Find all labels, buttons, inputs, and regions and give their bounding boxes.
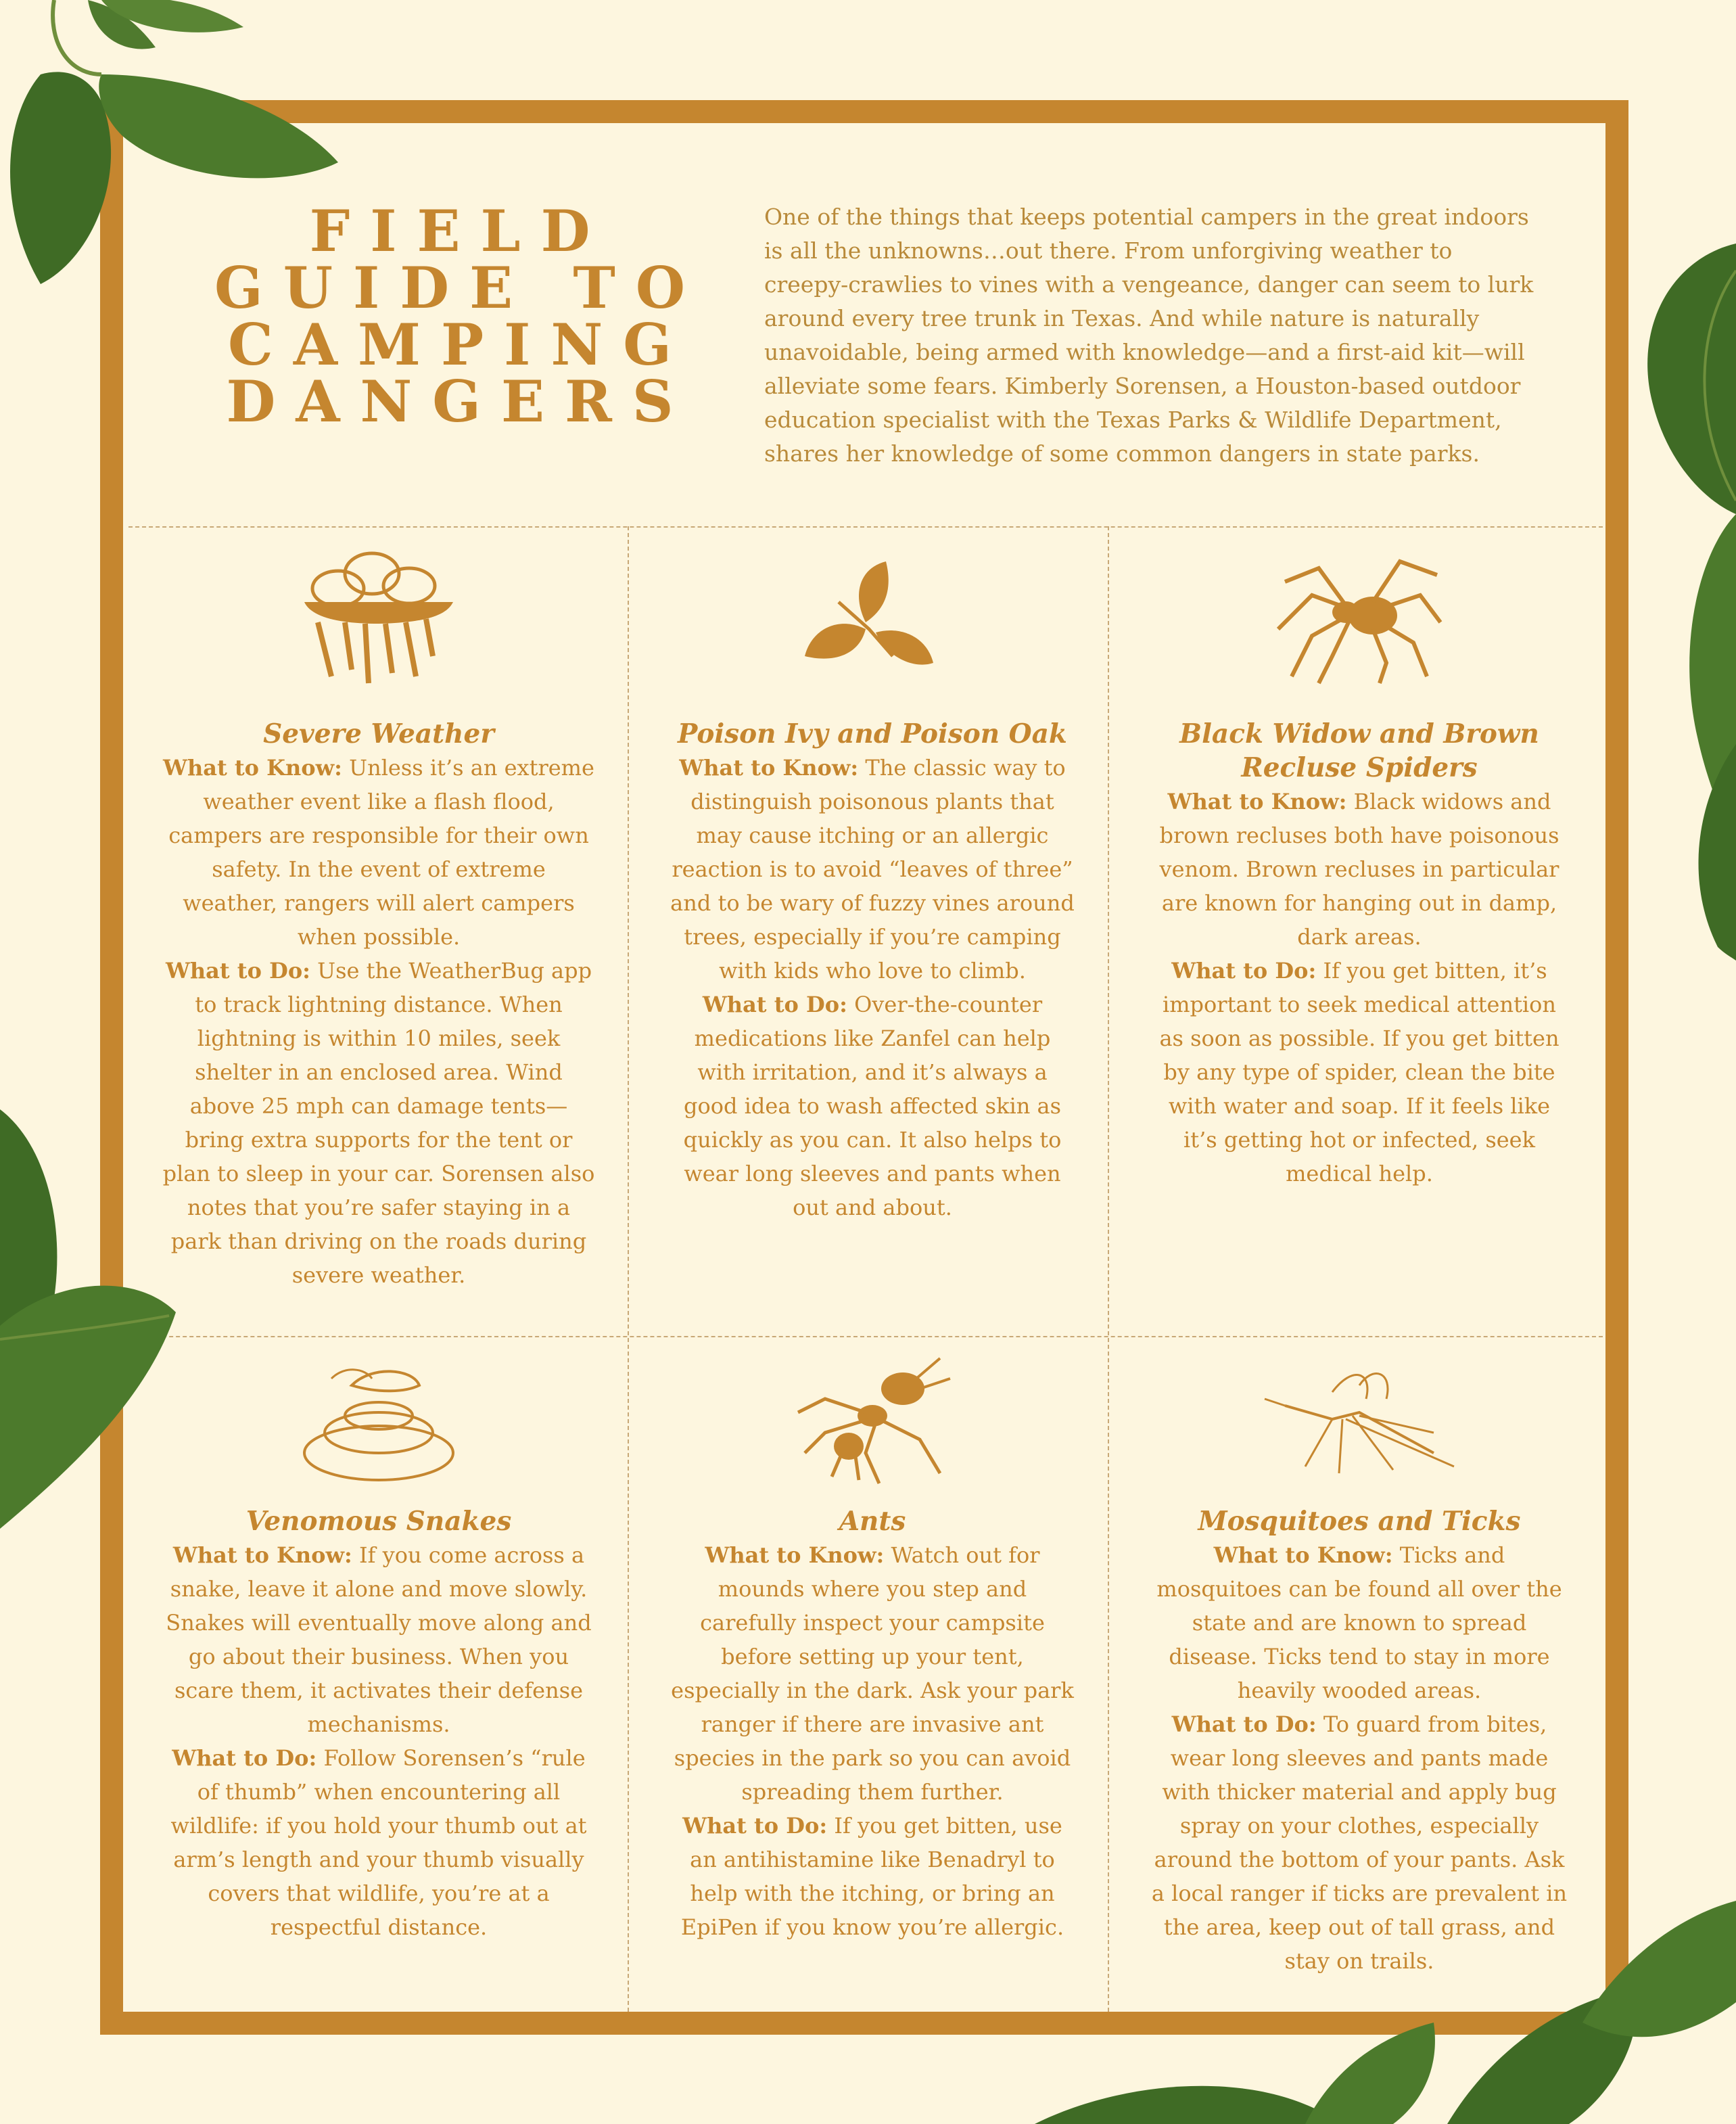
what-to-know: [670, 1538, 1075, 1809]
do-label: What to Do:: [1171, 1711, 1317, 1737]
leaf-top-left-icon: [0, 0, 352, 298]
what-to-know: [1150, 785, 1569, 954]
what-to-know: [670, 751, 1075, 988]
leaf-right-lower-icon: [1677, 744, 1736, 961]
poison-ivy-icon: [784, 541, 960, 690]
grid-divider-left: [628, 526, 629, 2012]
know-text: Watch out for mounds where you step and carefully inspect your campsite before setting up your tent, especially in the dark. Ask your park ranger if there are invasive ant species in the park so you can avoid spreading them further.: [671, 1542, 1074, 1805]
danger-card-poison-ivy: [670, 541, 1075, 1224]
know-text: Unless it’s an extreme weather event like a flash flood, campers are responsible for their own safety. In the event of extreme weather, rangers will alert campers when possible.: [168, 755, 594, 950]
do-text: If you get bitten, use an antihistamine like Benadryl to help with the itching, or bring an EpiPen if you know you’re allergic.: [680, 1813, 1064, 1940]
what-to-do: [162, 1741, 595, 1944]
what-to-do: [670, 988, 1075, 1224]
know-label: What to Know:: [679, 755, 859, 781]
leaf-bottom-right-icon: [1014, 1867, 1736, 2124]
do-text: If you get bitten, it’s important to seek medical attention as soon as possible. If you get bitten by any type of spider, clean the bite with water and soap. If it feels like it’s getting hot or infected, seek medical help.: [1159, 958, 1559, 1186]
grid-divider-right: [1108, 526, 1109, 2012]
do-text: Use the WeatherBug app to track lightning distance. When lightning is within 10 miles, seek shelter in an enclosed area. Wind above 25 mph can damage tents—bring extra supports for the tent or plan to sleep in your car. Sorensen also notes that you’re safer staying in a park than driving on the roads during severe weather.: [162, 958, 595, 1288]
what-to-know: [162, 751, 595, 954]
title-line-2: GUIDE TO: [214, 254, 706, 321]
know-label: What to Know:: [172, 1542, 352, 1568]
mosquito-icon: [1258, 1352, 1461, 1487]
intro-paragraph: One of the things that keeps potential campers in the great indoors is all the unknowns…out there. From unforgiving weather to creepy-crawlies to vines with a vengeance, danger can seem to lurk around every tree trunk in Texas. And while nature is naturally unavoidable, being armed with knowledge—and a first-aid kit—will alleviate some fears. Kimberly Sorensen, a Houston-based outdoor education specialist with the Texas Parks & Wildlife Department, shares her knowledge of some common dangers in state parks.: [764, 204, 1534, 467]
storm-cloud-icon: [291, 541, 467, 690]
grid-divider-top: [128, 526, 1603, 528]
do-label: What to Do:: [172, 1745, 317, 1771]
what-to-know: [162, 1538, 595, 1741]
danger-title: Venomous Snakes: [245, 1506, 512, 1537]
title-line-4: DANGERS: [226, 368, 694, 435]
danger-title: Black Widow and Brown Recluse Spiders: [1179, 718, 1539, 783]
title-line-3: CAMPING: [228, 311, 692, 378]
do-label: What to Do:: [682, 1813, 828, 1839]
danger-card-severe-weather: [162, 541, 595, 1292]
do-text: To guard from bites, wear long sleeves and pants made with thicker material and apply bug spray on your clothes, especially around the bottom of your pants. Ask a local ranger if ticks are prevalent in the area, keep out of tall grass, and stay on trails.: [1151, 1711, 1568, 1974]
danger-card-snakes: [162, 1352, 595, 1944]
know-text: Black widows and brown recluses both have poisonous venom. Brown recluses in particular are known for hanging out in damp, dark areas.: [1159, 789, 1559, 950]
danger-title: Mosquitoes and Ticks: [1198, 1506, 1521, 1537]
danger-card-ants: [670, 1352, 1075, 1944]
ant-icon: [784, 1352, 960, 1487]
danger-card-spiders: [1150, 541, 1569, 1191]
know-label: What to Know:: [705, 1542, 885, 1568]
danger-title: Severe Weather: [263, 718, 494, 749]
what-to-do: [162, 954, 595, 1292]
snake-icon: [291, 1352, 467, 1487]
grid-divider-middle: [128, 1336, 1603, 1337]
danger-title: Ants: [839, 1506, 906, 1537]
what-to-know: [1150, 1538, 1569, 1707]
know-label: What to Know:: [1167, 789, 1347, 814]
know-text: Ticks and mosquitoes can be found all over the state and are known to spread disease. Ticks tend to stay in more heavily wooded areas.: [1156, 1542, 1562, 1703]
know-text: The classic way to distinguish poisonous plants that may cause itching or an allergic reaction is to avoid “leaves of three” and to be wary of fuzzy vines around trees, especially if you’re camping with kids who love to climb.: [670, 755, 1075, 984]
danger-title: Poison Ivy and Poison Oak: [678, 718, 1067, 749]
do-text: Follow Sorensen’s “rule of thumb” when encountering all wildlife: if you hold your thumb out at arm’s length and your thumb visually covers that wildlife, you’re at a respectful distance.: [170, 1745, 587, 1940]
spider-icon: [1271, 541, 1447, 690]
do-label: What to Do:: [165, 958, 310, 984]
title-line-1: FIELD: [309, 198, 611, 264]
do-text: Over-the-counter medications like Zanfel can help with irritation, and it’s always a good idea to wash affected skin as quickly as you can. It also helps to wear long sleeves and pants when out and about.: [683, 992, 1062, 1220]
what-to-do: [1150, 954, 1569, 1191]
do-label: What to Do:: [1171, 958, 1317, 984]
leaf-left-icon: [0, 1109, 183, 1542]
leaf-right-upper-icon: [1596, 244, 1736, 528]
know-label: What to Know:: [1213, 1542, 1393, 1568]
know-label: What to Know:: [163, 755, 342, 781]
know-text: If you come across a snake, leave it alone and move slowly. Snakes will eventually move along and go about their business. When you scare them, it activates their defense mechanisms.: [166, 1542, 592, 1737]
do-label: What to Do:: [702, 992, 847, 1017]
